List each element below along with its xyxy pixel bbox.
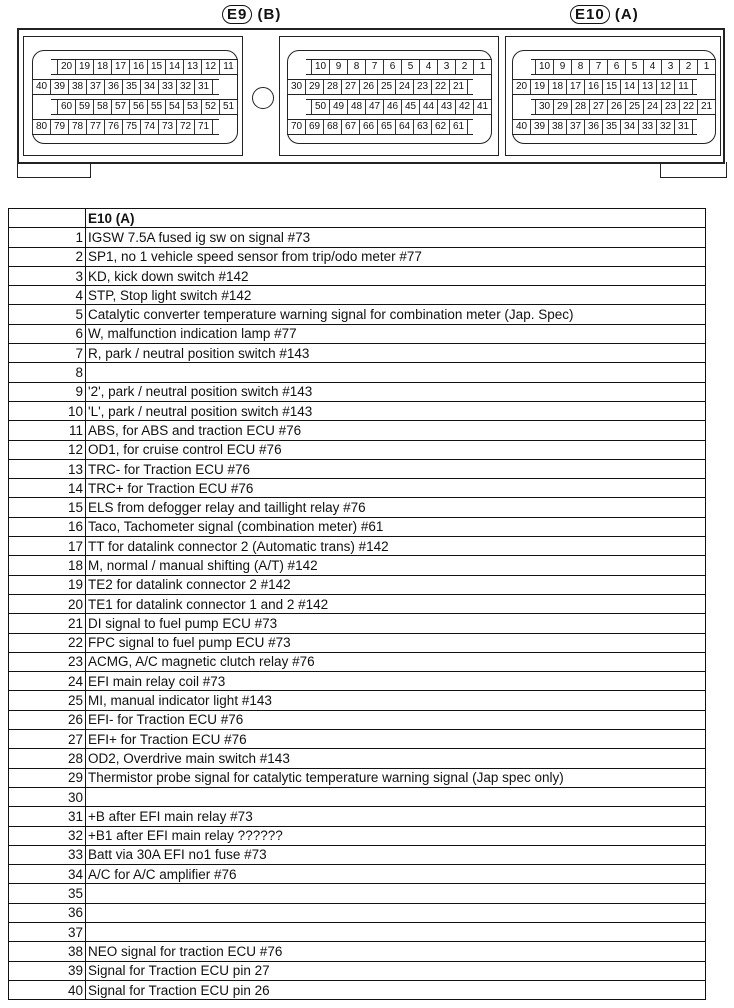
pin-cell: 72 (177, 120, 195, 134)
header-num (9, 209, 86, 228)
pin-cell: 22 (680, 100, 698, 114)
pin-row (512, 79, 697, 95)
pin-number: 16 (9, 517, 86, 536)
pin-number: 24 (9, 672, 86, 691)
pin-cell: 33 (159, 80, 177, 94)
pin-description: EFI+ for Traction ECU #76 (86, 730, 706, 749)
pin-cell: 7 (590, 60, 608, 74)
table-row (9, 324, 706, 343)
pin-number: 25 (9, 691, 86, 710)
pin-cell: 5 (626, 60, 644, 74)
table-row (9, 344, 706, 363)
table-row (9, 961, 706, 980)
pin-cell: 46 (384, 100, 402, 114)
pin-cell: 4 (420, 60, 438, 74)
pin-cell: 75 (123, 120, 141, 134)
pin-cell: 71 (195, 120, 213, 134)
pin-cell: 16 (585, 80, 603, 94)
pin-cell: 15 (148, 60, 166, 74)
pin-description: MI, manual indicator light #143 (86, 691, 706, 710)
pin-number: 39 (9, 961, 86, 980)
pin-cell: 19 (76, 60, 94, 74)
pin-description: OD2, Overdrive main switch #143 (86, 749, 706, 768)
pin-cell: 18 (94, 60, 112, 74)
pin-cell: 6 (384, 60, 402, 74)
pin-number: 19 (9, 575, 86, 594)
table-row (9, 710, 706, 729)
pin-cell: 32 (177, 80, 195, 94)
connector-label-e10 (570, 6, 639, 23)
pin-description: Signal for Traction ECU pin 26 (86, 980, 706, 999)
table-row (9, 807, 706, 826)
pin-cell: 53 (184, 100, 202, 114)
pin-cell: 17 (112, 60, 130, 74)
pin-cell: 34 (621, 120, 639, 134)
pin-cell: 74 (141, 120, 159, 134)
table-row (9, 768, 706, 787)
pin-cell: 38 (69, 80, 87, 94)
pin-description (86, 884, 706, 903)
pin-cell: 37 (87, 80, 105, 94)
pin-cell: 3 (662, 60, 680, 74)
pin-number: 34 (9, 865, 86, 884)
mount-hole (252, 87, 274, 109)
pin-description: ACMG, A/C magnetic clutch relay #76 (86, 652, 706, 671)
table-row (9, 575, 706, 594)
pin-number: 11 (9, 421, 86, 440)
pin-cell: 40 (512, 120, 531, 134)
connector-id: E9 (222, 5, 252, 24)
pin-description: A/C for A/C amplifier #76 (86, 865, 706, 884)
connector-sub: (B) (257, 6, 282, 23)
table-row (9, 652, 706, 671)
pin-description: ELS from defogger relay and taillight relay #76 (86, 498, 706, 517)
pin-cell: 39 (531, 120, 549, 134)
pin-description: IGSW 7.5A fused ig sw on signal #73 (86, 228, 706, 247)
pin-description: +B1 after EFI main relay ?????? (86, 826, 706, 845)
pin-description: '2', park / neutral position switch #143 (86, 382, 706, 401)
pin-cell: 70 (287, 120, 306, 134)
pin-description: R, park / neutral position switch #143 (86, 344, 706, 363)
pin-cell: 62 (432, 120, 450, 134)
pin-cell: 8 (572, 60, 590, 74)
pin-cell: 79 (51, 120, 69, 134)
pin-number: 35 (9, 884, 86, 903)
table-row (9, 594, 706, 613)
pin-cell: 14 (166, 60, 184, 74)
table-row (9, 556, 706, 575)
pin-description: +B after EFI main relay #73 (86, 807, 706, 826)
pin-cell: 68 (324, 120, 342, 134)
pin-cell: 45 (402, 100, 420, 114)
pin-description (86, 787, 706, 806)
table-row (9, 440, 706, 459)
pin-cell: 21 (698, 100, 716, 114)
pin-description (86, 363, 706, 382)
table-row (9, 382, 706, 401)
pin-description: OD1, for cruise control ECU #76 (86, 440, 706, 459)
pin-description (86, 903, 706, 922)
pin-cell: 23 (662, 100, 680, 114)
pin-cell: 33 (639, 120, 657, 134)
pin-cell: 11 (675, 80, 693, 94)
pin-cell: 36 (105, 80, 123, 94)
table-row (9, 286, 706, 305)
connector-sub: (A) (614, 6, 639, 23)
pin-description: EFI- for Traction ECU #76 (86, 710, 706, 729)
pin-cell: 20 (57, 60, 76, 74)
pin-number: 4 (9, 286, 86, 305)
pin-cell: 10 (535, 60, 554, 74)
table-row (9, 517, 706, 536)
pin-cell: 55 (148, 100, 166, 114)
pin-number: 8 (9, 363, 86, 382)
pin-cell: 26 (608, 100, 626, 114)
table-row (9, 633, 706, 652)
pin-number: 29 (9, 768, 86, 787)
pin-cell: 7 (366, 60, 384, 74)
pin-number: 14 (9, 479, 86, 498)
pin-description: EFI main relay coil #73 (86, 672, 706, 691)
pin-number: 17 (9, 537, 86, 556)
table-row (9, 614, 706, 633)
pin-cell: 48 (348, 100, 366, 114)
pin-number: 18 (9, 556, 86, 575)
pin-cell: 30 (535, 100, 554, 114)
pin-cell: 37 (567, 120, 585, 134)
pin-row (287, 119, 473, 135)
pin-cell: 39 (51, 80, 69, 94)
pin-cell: 23 (414, 80, 432, 94)
pin-description: DI signal to fuel pump ECU #73 (86, 614, 706, 633)
pin-row (32, 79, 219, 95)
pin-number: 3 (9, 266, 86, 285)
table-row (9, 672, 706, 691)
pin-cell: 27 (342, 80, 360, 94)
pin-cell: 3 (438, 60, 456, 74)
pin-description: TRC- for Traction ECU #76 (86, 459, 706, 478)
pin-number: 23 (9, 652, 86, 671)
pin-number: 27 (9, 730, 86, 749)
pin-cell: 54 (166, 100, 184, 114)
pin-description: TE2 for datalink connector 2 #142 (86, 575, 706, 594)
table-row (9, 363, 706, 382)
pin-cell: 38 (549, 120, 567, 134)
pin-description: Catalytic converter temperature warning signal for combination meter (Jap. Spec) (86, 305, 706, 324)
housing-tab (17, 162, 91, 178)
pin-description: TT for datalink connector 2 (Automatic trans) #142 (86, 537, 706, 556)
pin-number: 2 (9, 247, 86, 266)
pin-cell: 17 (567, 80, 585, 94)
pin-cell: 14 (621, 80, 639, 94)
pin-cell: 69 (306, 120, 324, 134)
pinout-table (8, 208, 706, 1000)
table-row (9, 479, 706, 498)
table-row (9, 691, 706, 710)
pin-cell: 1 (698, 60, 716, 74)
pin-description: FPC signal to fuel pump ECU #73 (86, 633, 706, 652)
pin-cell: 43 (438, 100, 456, 114)
pin-cell: 31 (195, 80, 213, 94)
pin-cell: 13 (639, 80, 657, 94)
pin-description: Signal for Traction ECU pin 27 (86, 961, 706, 980)
table-row (9, 787, 706, 806)
pin-cell: 42 (456, 100, 474, 114)
table-row (9, 305, 706, 324)
pin-cell: 64 (396, 120, 414, 134)
pin-cell: 21 (450, 80, 468, 94)
pin-number: 13 (9, 459, 86, 478)
connector-label-e9 (222, 6, 281, 23)
pin-number: 20 (9, 594, 86, 613)
pin-cell: 25 (378, 80, 396, 94)
e9-left-block (32, 50, 238, 144)
pin-number: 37 (9, 922, 86, 941)
pin-description: M, normal / manual shifting (A/T) #142 (86, 556, 706, 575)
pin-cell: 27 (590, 100, 608, 114)
pin-number: 36 (9, 903, 86, 922)
pin-number: 22 (9, 633, 86, 652)
pin-row (306, 59, 492, 75)
pin-cell: 77 (87, 120, 105, 134)
table-row (9, 498, 706, 517)
table-row (9, 459, 706, 478)
pin-row (51, 99, 238, 115)
pin-number: 38 (9, 942, 86, 961)
table-row (9, 749, 706, 768)
pin-cell: 12 (657, 80, 675, 94)
pin-cell: 63 (414, 120, 432, 134)
pin-description: ABS, for ABS and traction ECU #76 (86, 421, 706, 440)
pin-number: 9 (9, 382, 86, 401)
e9-right-block (287, 50, 492, 144)
e10-block (512, 50, 716, 144)
pin-row (306, 99, 492, 115)
pin-cell: 6 (608, 60, 626, 74)
pin-cell: 36 (585, 120, 603, 134)
pin-cell: 30 (287, 80, 306, 94)
pin-description: Taco, Tachometer signal (combination meter) #61 (86, 517, 706, 536)
pin-cell: 65 (378, 120, 396, 134)
pin-cell: 61 (450, 120, 468, 134)
pin-cell: 35 (123, 80, 141, 94)
table-row (9, 865, 706, 884)
pin-description: NEO signal for traction ECU #76 (86, 942, 706, 961)
pin-row (287, 79, 473, 95)
pin-cell: 19 (531, 80, 549, 94)
pin-cell: 49 (330, 100, 348, 114)
pin-cell: 31 (675, 120, 693, 134)
pin-cell: 34 (141, 80, 159, 94)
pin-cell: 13 (184, 60, 202, 74)
pin-row (512, 119, 697, 135)
pin-number: 31 (9, 807, 86, 826)
pin-cell: 11 (220, 60, 238, 74)
connector-id: E10 (570, 5, 610, 24)
pin-cell: 24 (396, 80, 414, 94)
pin-cell: 18 (549, 80, 567, 94)
pin-cell: 40 (32, 80, 51, 94)
table-row (9, 980, 706, 999)
pin-cell: 12 (202, 60, 220, 74)
pin-description: W, malfunction indication lamp #77 (86, 324, 706, 343)
pin-cell: 35 (603, 120, 621, 134)
pin-row (32, 119, 219, 135)
pin-cell: 32 (657, 120, 675, 134)
table-row (9, 266, 706, 285)
pin-cell: 2 (456, 60, 474, 74)
pin-number: 40 (9, 980, 86, 999)
pin-cell: 25 (626, 100, 644, 114)
pin-cell: 2 (680, 60, 698, 74)
table-row (9, 826, 706, 845)
pin-number: 12 (9, 440, 86, 459)
pin-cell: 78 (69, 120, 87, 134)
pin-number: 21 (9, 614, 86, 633)
table-row (9, 247, 706, 266)
pin-cell: 50 (311, 100, 330, 114)
pin-cell: 20 (512, 80, 531, 94)
pin-number: 28 (9, 749, 86, 768)
pin-description: KD, kick down switch #142 (86, 266, 706, 285)
pin-cell: 29 (306, 80, 324, 94)
pin-cell: 8 (348, 60, 366, 74)
table-row (9, 922, 706, 941)
pin-cell: 59 (76, 100, 94, 114)
pin-cell: 4 (644, 60, 662, 74)
pin-cell: 52 (202, 100, 220, 114)
pin-number: 15 (9, 498, 86, 517)
pin-cell: 44 (420, 100, 438, 114)
pin-cell: 10 (311, 60, 330, 74)
table-header: E10 (A) (86, 209, 706, 228)
table-row (9, 401, 706, 420)
pin-cell: 28 (324, 80, 342, 94)
pin-description: Batt via 30A EFI no1 fuse #73 (86, 845, 706, 864)
table-row (9, 421, 706, 440)
pin-cell: 29 (554, 100, 572, 114)
pin-cell: 28 (572, 100, 590, 114)
pin-row (531, 59, 716, 75)
pin-cell: 22 (432, 80, 450, 94)
table-row (9, 537, 706, 556)
table-row (9, 884, 706, 903)
pin-number: 7 (9, 344, 86, 363)
pin-cell: 41 (474, 100, 492, 114)
pin-number: 1 (9, 228, 86, 247)
table-header-row (9, 209, 706, 228)
pin-cell: 80 (32, 120, 51, 134)
pin-number: 30 (9, 787, 86, 806)
pin-cell: 56 (130, 100, 148, 114)
pin-cell: 24 (644, 100, 662, 114)
table-row (9, 228, 706, 247)
pin-description: 'L', park / neutral position switch #143 (86, 401, 706, 420)
pin-cell: 58 (94, 100, 112, 114)
pin-cell: 9 (554, 60, 572, 74)
pin-number: 26 (9, 710, 86, 729)
table-row (9, 903, 706, 922)
pin-cell: 9 (330, 60, 348, 74)
pin-cell: 51 (220, 100, 238, 114)
housing-tab (660, 162, 727, 178)
pin-cell: 57 (112, 100, 130, 114)
pin-description: STP, Stop light switch #142 (86, 286, 706, 305)
pin-description (86, 922, 706, 941)
pin-cell: 67 (342, 120, 360, 134)
table-row (9, 845, 706, 864)
pin-cell: 26 (360, 80, 378, 94)
pin-cell: 76 (105, 120, 123, 134)
pin-number: 5 (9, 305, 86, 324)
pin-number: 10 (9, 401, 86, 420)
table-row (9, 942, 706, 961)
pin-cell: 16 (130, 60, 148, 74)
pin-cell: 73 (159, 120, 177, 134)
pin-number: 6 (9, 324, 86, 343)
pin-description: TE1 for datalink connector 1 and 2 #142 (86, 594, 706, 613)
pin-cell: 66 (360, 120, 378, 134)
pin-description: TRC+ for Traction ECU #76 (86, 479, 706, 498)
table-row (9, 730, 706, 749)
pin-cell: 15 (603, 80, 621, 94)
pin-description: SP1, no 1 vehicle speed sensor from trip/odo meter #77 (86, 247, 706, 266)
pin-row (531, 99, 716, 115)
pin-cell: 60 (57, 100, 76, 114)
pin-description: Thermistor probe signal for catalytic temperature warning signal (Jap spec only) (86, 768, 706, 787)
pin-number: 33 (9, 845, 86, 864)
pin-cell: 5 (402, 60, 420, 74)
pin-cell: 1 (474, 60, 492, 74)
pin-row (51, 59, 238, 75)
pin-number: 32 (9, 826, 86, 845)
pin-cell: 47 (366, 100, 384, 114)
